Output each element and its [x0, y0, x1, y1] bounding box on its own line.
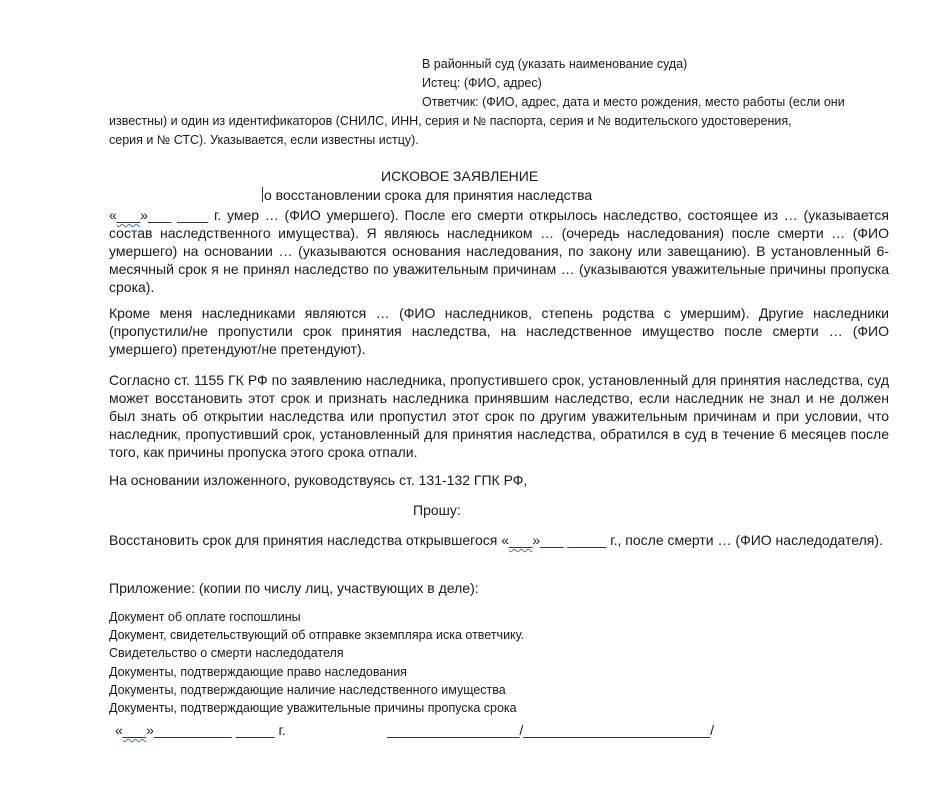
- paragraph-4: На основании изложенного, руководствуясь ст. 131-132 ГПК РФ,: [109, 472, 528, 488]
- signature-line: _________________/________________________/: [387, 722, 715, 738]
- attachment-item: Документ об оплате госпошлины: [109, 610, 301, 624]
- request-quote-close: »: [532, 532, 541, 548]
- defendant-line-2: известны) и один из идентификаторов (СНИЛС, ИНН, серия и № паспорта, серия и № водительского удостоверения,: [109, 114, 792, 128]
- footer-date: [115, 721, 286, 739]
- footer-date-rest: __________ _____ г.: [153, 722, 286, 738]
- request-date-blank: ___: [509, 532, 533, 548]
- attachment-item: Свидетельство о смерти наследодателя: [109, 646, 344, 661]
- defendant-line-3: серия и № СТС). Указывается, если известны истцу).: [109, 133, 419, 147]
- attachments-list: [109, 608, 524, 717]
- footer-day-blank: ___: [122, 722, 147, 738]
- date-quote-open: «: [109, 207, 117, 223]
- defendant-line-1: Ответчик: (ФИО, адрес, дата и место рождения, место работы (если они: [422, 95, 845, 109]
- date-day-blank: ___: [116, 207, 141, 223]
- attachment-item: Документы, подтверждающие наличие наследственного имущества: [109, 682, 506, 697]
- document-subtitle: о восстановлении срока для принятия наследства: [264, 187, 593, 203]
- appendix-heading: Приложение: (копии по числу лиц, участвующих в деле):: [109, 580, 479, 596]
- date-quote-close: »: [140, 207, 148, 223]
- request-heading: Прошу:: [413, 502, 461, 518]
- footer-quote-open: «: [115, 722, 123, 738]
- header-block: [109, 55, 889, 150]
- request-text-rest: ___ _____ г., после смерти … (ФИО наследодателя).: [540, 532, 883, 548]
- footer-quote-close: »: [146, 722, 154, 738]
- paragraph-1: [109, 206, 889, 296]
- text-cursor: [262, 187, 263, 202]
- request-text-start: Восстановить срок для принятия наследства открывшегося «: [109, 532, 509, 548]
- paragraph-2: Кроме меня наследниками являются … (ФИО наследников, степень родства с умершим). Другие наследники (пропустили/не пропустили срок принятия наследства, на наследственное имущество после смерти … (ФИО умершего) претендуют/не претендуют).: [109, 305, 889, 357]
- paragraph-1-text: ___ ____ г. умер … (ФИО умершего). После его смерти открылось наследство, состоящее из … (указывается состав наследственного имущества). Я являюсь наследником … (очередь наследования) после смерти … (ФИО умершего) на основании … (указываются основания наследования, по закону или завещанию). В установленный 6-месячный срок я не принял наследство по уважительным причинам … (указываются уважительные причины пропуска срока).: [109, 207, 889, 295]
- plaintiff-line: Истец: (ФИО, адрес): [422, 76, 542, 90]
- document-title: ИСКОВОЕ ЗАЯВЛЕНИЕ: [381, 168, 539, 184]
- court-line: В районный суд (указать наименование суда): [422, 57, 688, 71]
- attachment-item: Документы, подтверждающие право наследования: [109, 664, 407, 679]
- paragraph-3: Согласно ст. 1155 ГК РФ по заявлению наследника, пропустившего срок, установленный для принятия наследства, суд может восстановить этот срок и признать наследника принявшим наследство, если наследник не знал и не должен был знать об открытии наследства или пропустил этот срок по другим уважительным причинам и при условии, что наследник, пропустивший срок, установленный для принятия наследства, обратился в суд в течение 6 месяцев после того, как причины пропуска этого срока отпали.: [109, 372, 889, 460]
- document-subtitle-row: [262, 186, 592, 204]
- attachment-item: Документы, подтверждающие уважительные причины пропуска срока: [109, 701, 517, 716]
- attachment-item: Документ, свидетельствующий об отправке экземпляра иска ответчику.: [109, 628, 525, 643]
- request-paragraph: [109, 531, 889, 549]
